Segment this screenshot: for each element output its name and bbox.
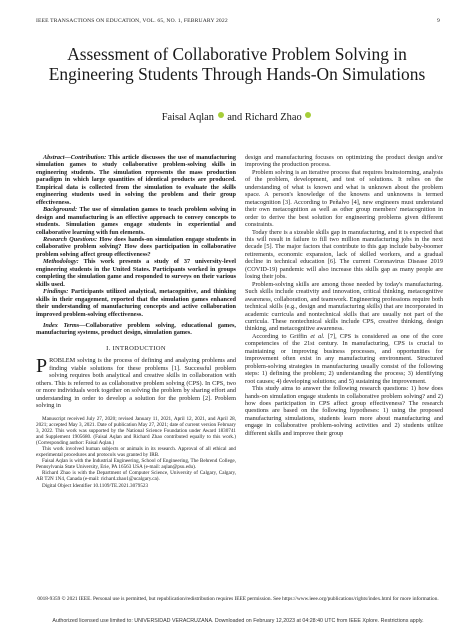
abstract-contribution: Abstract—Contribution: This article discusses the use of manufacturing simulation games to study collaborative problem-solving skills in engineering students. The simulation represents the mass production paradigm in which large quantities of identical products are produced. Empirical data is collected from the simulation to evaluate the skills engineering students used in solving the problem and their group effectiveness. (36, 154, 236, 206)
running-header (36, 18, 440, 24)
abstract-findings: Findings: Participants utilized analytical, metacognitive, and thinking skills in their engagement, reported that the simulation games enhanced their understanding of manufacturing concepts and active collaboration improved problem-solving effectiveness. (36, 288, 236, 318)
intro-paragraph: PROBLEM solving is the process of defining and analyzing problems and finding viable solutions for these problems [1]. Successful problem solving requires both analytical and creative skills in collaboration with others. This is referred to as collaborative problem solving (CPS). In CPS, two or more individuals work together on solving the problem by sharing effort and understanding in order to develop a solution for the problem [2]. Problem solving in (36, 355, 237, 410)
abstract-research-questions: Research Questions: How does hands-on simulation engage students in collaborative problem solving? How does participation in collaborative problem solving affect group effectiveness? (36, 235, 236, 258)
body-paragraph: Problem solving is an iterative process that requires brainstorming, analysis of the problem, development, and test of solutions. It relies on the understanding of what is known and what is unknown about the problem space. A person's knowledge of the knowns and unknowns is termed metacognition [3]. According to Peñalvo [4], new engineers must understand their own metacognition as well as other group members' metacognition in order to derive the best solution for engineering problems given different constraints. (245, 168, 443, 229)
index-terms: Index Terms—Collaborative problem solving, educational games, manufacturing systems, product design, simulation games. (36, 321, 236, 337)
author-name: Faisal Aqlan (161, 112, 214, 123)
copyright-notice: 0018-9359 © 2021 IEEE. Personal use is permitted, but republication/redistribution requires IEEE permission. See https://www.ieee.org/publications/rights/index.html for more information. (37, 596, 439, 602)
footnote-affiliation: Faisal Aqlan is with the Industrial Engineering, School of Engineering, The Behrend College, Pennsylvania State University, Erie, PA 16563 USA (e-mail: aqlan@psu.edu). (36, 458, 236, 471)
license-notice: Authorized licensed use limited to: UNIVERSIDAD VERACRUZANA. Downloaded on February 12,2023 at 04:28:40 UTC from IEEE Xplore. Restrictions apply. (52, 618, 424, 624)
footnote-ethics: This work involved human subjects or animals in its research. Approval of all ethical and experimental procedures and protocols was granted by IRB. (36, 445, 236, 459)
author-name: Richard Zhao (244, 112, 302, 123)
orcid-icon[interactable] (305, 112, 311, 118)
body-paragraph: design and manufacturing focuses on optimizing the product design and/or improving the production process. (245, 154, 443, 169)
intro-first-word: ROBLEM (49, 357, 76, 365)
paper-title: Assessment of Collaborative Problem Solving in Engineering Students Through Hands-On Simulations (48, 44, 426, 84)
author-conjunction: and (227, 112, 243, 123)
abstract-methodology: Methodology: This work presents a study of 37 university-level engineering students in the United States. Participants worked in groups completing the simulation game and responded to surveys on their various skills used. (36, 258, 236, 288)
footnote-doi[interactable]: Digital Object Identifier 10.1109/TE.2021.3079523 (42, 482, 149, 489)
drop-cap: P (36, 355, 48, 378)
abstract-background: Background: The use of simulation games to teach problem solving in design and manufacturing is an effective approach to convey concepts to students. Simulation games engage students in experiential and collaborative learning with fun elements. (36, 206, 236, 236)
body-paragraph: This study aims to answer the following research questions: 1) how does hands-on simulation engage students in collaborative problem solving? and 2) how does participation in CPS affect group effectiveness? The research questions are based on the following hypotheses: 1) using the proposed manufacturing simulations, students learn more about manufacturing and engage in collaborative problem-solving activities and 2) students utilize different skills and improve their group (245, 385, 443, 437)
body-paragraph: Problem-solving skills are among those needed by today's manufacturing. Such skills include creativity and innovation, critical thinking, metacognitive awareness, collaboration, and teamwork. Engineering professions require both technical skills (e.g., design and manufacturing skills) that are incorporated in academic curricula and nontechnical skills that are usually not part of the curricula. These nontechnical skills include CPS, creative thinking, design thinking, and metacognitive awareness. (245, 280, 443, 333)
footnote-affiliation: Richard Zhao is with the Department of Computer Science, University of Calgary, Calgary, AB T2N 1N4, Canada (e-mail: richard.zhao1@ucalgary.ca). (36, 470, 236, 483)
right-column (245, 154, 443, 437)
body-paragraph: According to Griffin et al. [7], CPS is considered as one of the core competencies of the 21st century. In manufacturing, CPS is crucial to maintaining or improving business processes, and opportunities for improvement often exist in any manufacturing environment. Structured problem-solving strategies in manufacturing usually consist of the following steps: 1) defining the problem; 2) understanding the process; 3) identifying root causes; 4) developing solutions; and 5) sustaining the improvement. (245, 332, 444, 385)
orcid-icon[interactable] (218, 112, 224, 118)
journal-name: IEEE TRANSACTIONS ON EDUCATION, VOL. 65, NO. 1, FEBRUARY 2022 (36, 18, 228, 24)
left-column (36, 154, 236, 489)
footnote-block (36, 416, 236, 489)
author-line (30, 112, 444, 123)
footnote-manuscript: Manuscript received July 27, 2020; revised January 11, 2021, April 12, 2021, and April 28, 2021; accepted May 3, 2021. Date of publication May 27, 2021; date of current version February 3, 2022. This work was supported by the National Science Foundation under Award 1830741 and Supplement 1905680. (Faisal Aqlan and Richard Zhao contributed equally to this work.) (Corresponding author: Faisal Aqlan.) (36, 415, 236, 446)
section-heading: I. INTRODUCTION (106, 344, 166, 352)
page-number: 9 (437, 18, 440, 24)
body-paragraph: Today there is a sizeable skills gap in manufacturing, and it is expected that this will result in failure to fill two million manufacturing jobs in the next decade [5]. The major factors that contribute to this gap include baby-boomer retirements, economic expansion, lack of skilled workers, and a gradual decline in technical education [6]. The current Coronavirus Disease 2019 (COVID-19) pandemic will also increase this skills gap as many people are losing their jobs. (245, 228, 443, 281)
